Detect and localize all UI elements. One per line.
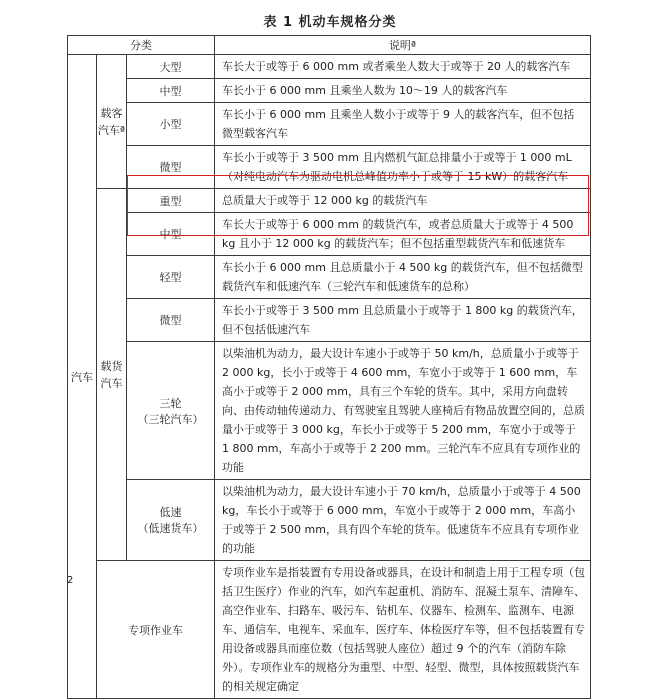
table-row <box>68 256 591 299</box>
group-label: 汽车 <box>68 55 97 699</box>
special-label: 专项作业车 <box>97 561 215 699</box>
size-cell: 小型 <box>127 103 215 146</box>
header-description: 说明ª <box>215 36 591 55</box>
table-row <box>68 103 591 146</box>
header-category: 分类 <box>68 36 215 55</box>
desc-cell: 车长小于或等于 3 500 mm 且总质量小于或等于 1 800 kg 的载货汽车，但不包括低速汽车 <box>215 299 591 342</box>
highlight-box <box>127 175 589 236</box>
desc-cell: 专项作业车是指装置有专用设备或器具，在设计和制造上用于工程专项（包括卫生医疗）作业的汽车，如汽车起重机、消防车、混凝土泵车、清障车、高空作业车、扫路车、吸污车、钻机车、仪器车、检测车、监测车、电源车、通信车、电视车、采血车、医疗车、体检医疗车等，但不包括装置有专用设备或器具而座位数（包括驾驶人座位）超过 9 个的汽车（消防车除外）。专项作业车的规格分为重型、中型、轻型、微型，具体按照载货汽车的相关规定确定 <box>215 561 591 699</box>
table-row <box>68 480 591 561</box>
desc-cell: 以柴油机为动力，最大设计车速小于或等于 50 km/h，总质量小于或等于 2 000 kg，长小于或等于 4 600 mm，车宽小于或等于 1 600 mm，车高小于或等于 2 000 mm，具有三个车轮的货车。其中，采用方向盘转向、由传动轴传递动力、有驾驶室且驾驶人座椅后有物品放置空间的，总质量小于或等于 3 000 kg，车长小于或等于 5 200 mm，车宽小于或等于 1 800 mm，车高小于或等于 2 200 mm。三轮汽车不应具有专项作业的功能 <box>215 342 591 480</box>
desc-cell: 车长大于或等于 6 000 mm 的载货汽车，或者总质量大于或等于 4 500 kg 且小于 12 000 kg 的载货汽车；但不包括重型载货汽车和低速货车 <box>215 213 591 256</box>
size-cell: 重型 <box>127 189 215 213</box>
desc-cell: 以柴油机为动力，最大设计车速小于 70 km/h，总质量小于或等于 4 500 kg，车长小于或等于 6 000 mm，车宽小于或等于 2 000 mm，车高小于或等于 2 500 mm，具有四个车轮的货车。低速货车不应具有专项作业的功能 <box>215 480 591 561</box>
size-cell: 中型 <box>127 79 215 103</box>
size-cell: 微型 <box>127 146 215 189</box>
desc-cell: 车长小于 6 000 mm 且总质量小于 4 500 kg 的载货汽车，但不包括微型载货汽车和低速汽车（三轮汽车和低速货车的总称） <box>215 256 591 299</box>
size-sublabel: （三轮汽车） <box>137 412 204 426</box>
table-row <box>68 299 591 342</box>
passenger-label: 载客汽车ª <box>97 55 127 189</box>
table-row <box>68 342 591 480</box>
size-cell: 大型 <box>127 55 215 79</box>
size-cell: 微型 <box>127 299 215 342</box>
size-cell <box>127 342 215 480</box>
header-row <box>68 36 591 55</box>
desc-cell: 车长小于或等于 3 500 mm 且内燃机气缸总排量小于或等于 1 000 mL（对纯电动汽车为驱动电机总峰值功率小于或等于 15 kW）的载客汽车 <box>215 146 591 189</box>
cargo-label: 载货汽车 <box>97 189 127 561</box>
desc-cell: 车长小于 6 000 mm 且乘坐人数小于或等于 9 人的载客汽车，但不包括微型载客汽车 <box>215 103 591 146</box>
desc-cell: 总质量大于或等于 12 000 kg 的载货汽车 <box>215 189 591 213</box>
vehicle-classification-table <box>67 35 591 699</box>
table-row <box>68 561 591 699</box>
size-sublabel: （低速货车） <box>137 522 204 535</box>
table-title: 表 1 机动车规格分类 <box>263 15 397 30</box>
size-cell: 中型 <box>127 213 215 256</box>
size-cell <box>127 480 215 561</box>
page-number: 2 <box>67 575 74 586</box>
desc-cell: 车长小于 6 000 mm 且乘坐人数为 10～19 人的载客汽车 <box>215 79 591 103</box>
table-row <box>68 55 591 79</box>
desc-cell: 车长大于或等于 6 000 mm 或者乘坐人数大于或等于 20 人的载客汽车 <box>215 55 591 79</box>
size-label: 低速 <box>159 506 182 519</box>
table-row <box>68 79 591 103</box>
size-cell: 轻型 <box>127 256 215 299</box>
size-label: 三轮 <box>159 396 182 410</box>
